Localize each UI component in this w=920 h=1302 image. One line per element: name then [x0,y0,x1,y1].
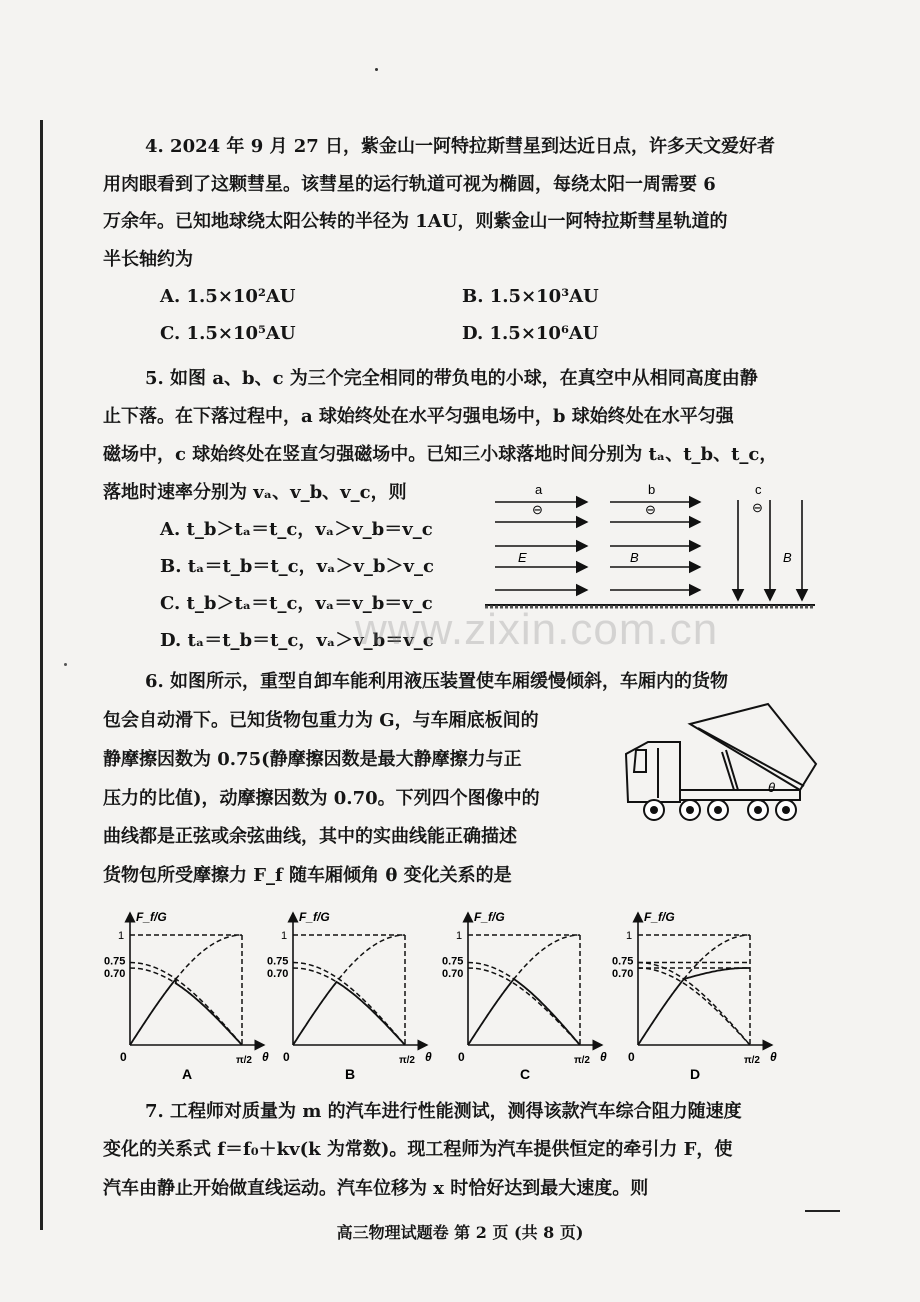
q4-line: 半长轴约为 [103,249,193,270]
q6-line: 静摩擦因数为 0.75(静摩擦因数是最大静摩擦力与正 [103,749,522,770]
tick-label-070: 0.70 [442,968,464,980]
solid-friction-curve [638,968,750,1045]
origin-label: 0 [283,1050,290,1064]
tick-label-075: 0.75 [442,955,464,968]
tick-label-075: 0.75 [104,955,126,968]
solid-friction-curve [293,982,405,1045]
ball-b-label: b [648,482,656,497]
q6-line: 曲线都是正弦或余弦曲线，其中的实曲线能正确描述 [103,826,517,847]
q4-option-a[interactable]: A. 1.5×10²AU [160,286,296,307]
q5-line: 落地时速率分别为 vₐ、v_b、v_c，则 [103,482,407,503]
ball-c-charge: ⊖ [752,500,763,515]
y-axis-label: F_f/G [299,910,330,924]
field-label-b-vertical: B [783,550,792,565]
truck-angle-label: θ [768,780,776,795]
cos-070-curve [130,968,242,1045]
cos-075-curve [130,963,242,1046]
cos-070-curve [638,968,750,1045]
binding-margin-line [40,120,43,1230]
cos-070-curve [468,968,580,1045]
q5-option-d[interactable]: D. tₐ＝t_b＝t_c，vₐ＞v_b＝v_c [160,630,434,651]
watermark: www.zixin.com.cn [355,605,719,654]
y-axis-label: F_f/G [136,910,167,924]
scan-speck [64,663,67,666]
friction-graph-d [612,905,780,1085]
cos-070-curve [293,968,405,1045]
sin-curve [468,935,580,1045]
x-end-label: π/2 [574,1055,590,1066]
q4-option-c[interactable]: C. 1.5×10⁵AU [160,323,296,344]
y-axis-label: F_f/G [644,910,675,924]
q4-option-d[interactable]: D. 1.5×10⁶AU [462,323,599,344]
x-end-label: π/2 [236,1055,252,1066]
q4-line: 用肉眼看到了这颗彗星。该彗星的运行轨道可视为椭圆，每绕太阳一周需要 6 [103,174,716,195]
tick-label-075: 0.75 [267,955,289,968]
y-axis-label: F_f/G [474,910,505,924]
sin-curve [638,935,750,1045]
origin-label: 0 [458,1050,465,1064]
q4-option-b[interactable]: B. 1.5×10³AU [462,286,599,307]
q7-line: 变化的关系式 f＝f₀＋kv(k 为常数)。现工程师为汽车提供恒定的牵引力 F，使 [103,1139,733,1160]
tick-label-075: 0.75 [612,955,634,968]
graph-option-label: A [182,1066,193,1082]
tick-label-070: 0.70 [267,968,289,980]
q5-option-b[interactable]: B. tₐ＝t_b＝t_c，vₐ＞v_b＞v_c [160,556,434,577]
q7-line: 汽车由静止开始做直线运动。汽车位移为 x 时恰好达到最大速度。则 [103,1178,649,1199]
q5-option-c[interactable]: C. t_b＞tₐ＝t_c，vₐ＝v_b＝v_c [160,593,433,614]
friction-graph-a [104,905,272,1085]
magnetic-field-c [738,500,802,600]
x-end-label: π/2 [744,1055,760,1066]
q5-line: 磁场中，c 球始终处在竖直匀强磁场中。已知三小球落地时间分别为 tₐ、t_b、t_c， [103,444,778,465]
tick-label-1: 1 [626,930,633,942]
x-axis-label: θ [262,1050,269,1064]
x-axis-label: θ [600,1050,607,1064]
solid-friction-curve [468,979,580,1045]
field-label-e: E [518,550,527,565]
q6-line: 包会自动滑下。已知货物包重力为 G，与车厢底板间的 [103,710,539,731]
footer-rule [805,1210,840,1212]
ball-b-charge: ⊖ [645,502,656,517]
x-axis-label: θ [770,1050,777,1064]
q5-option-a[interactable]: A. t_b＞tₐ＝t_c，vₐ＞v_b＝v_c [160,519,433,540]
friction-graph-b [267,905,435,1085]
origin-label: 0 [120,1050,127,1064]
ball-a-label: a [535,482,543,497]
q5-line: 5. 如图 a、b、c 为三个完全相同的带负电的小球，在真空中从相同高度由静 [145,368,758,389]
tick-label-1: 1 [281,930,288,942]
cos-075-curve [638,963,750,1046]
q5-line: 止下落。在下落过程中，a 球始终处在水平匀强电场中，b 球始终处在水平匀强 [103,406,734,427]
q4-line: 万余年。已知地球绕太阳公转的半径为 1AU，则紫金山一阿特拉斯彗星轨道的 [103,211,728,232]
cos-075-curve [468,963,580,1046]
tick-label-1: 1 [118,930,125,942]
ball-a-charge: ⊖ [532,502,543,517]
friction-graph-c [442,905,610,1085]
solid-friction-curve [130,979,242,1045]
q5-field-figure [480,480,820,615]
dump-truck-figure [618,702,818,827]
ball-c-label: c [755,482,762,497]
q6-line: 6. 如图所示，重型自卸车能利用液压装置使车厢缓慢倾斜，车厢内的货物 [145,671,729,692]
cos-075-curve [293,963,405,1046]
x-axis-label: θ [425,1050,432,1064]
scan-speck [375,68,378,71]
tick-label-1: 1 [456,930,463,942]
q6-line: 压力的比值)，动摩擦因数为 0.70。下列四个图像中的 [103,788,540,809]
field-label-b: B [630,550,639,565]
tick-label-070: 0.70 [612,968,634,980]
graph-option-label: D [690,1066,701,1082]
origin-label: 0 [628,1050,635,1064]
graph-option-label: C [520,1066,531,1082]
graph-option-label: B [345,1066,356,1082]
page-footer: 高三物理试题卷 第 2 页 (共 8 页) [336,1223,584,1242]
q7-line: 7. 工程师对质量为 m 的汽车进行性能测试，测得该款汽车综合阻力随速度 [145,1101,742,1122]
x-end-label: π/2 [399,1055,415,1066]
q6-line: 货物包所受摩擦力 F_f 随车厢倾角 θ 变化关系的是 [103,865,512,886]
q4-line: 4. 2024 年 9 月 27 日，紫金山一阿特拉斯彗星到达近日点，许多天文爱好者 [145,136,776,157]
tick-label-070: 0.70 [104,968,126,980]
